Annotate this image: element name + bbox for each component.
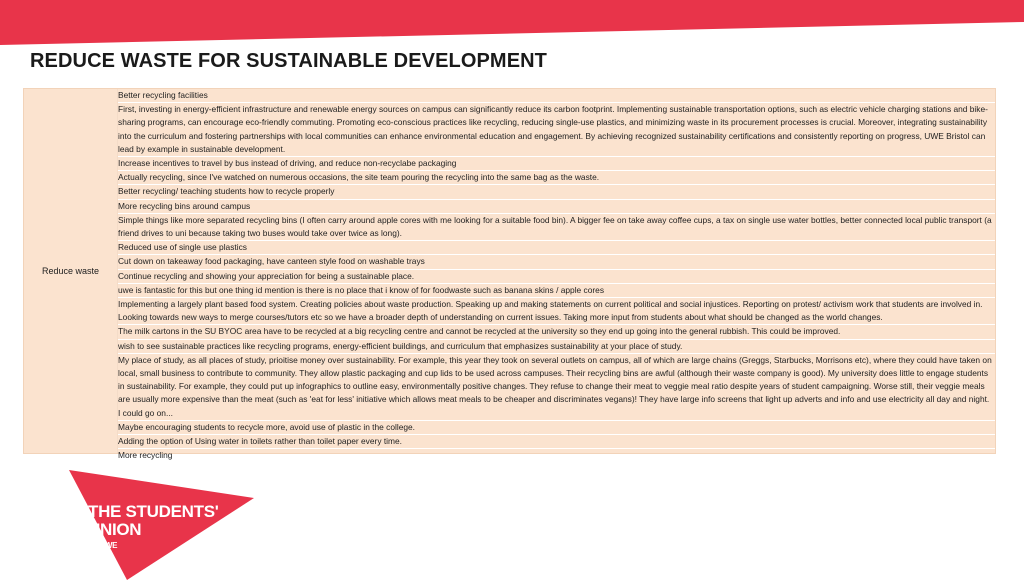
response-row: Adding the option of Using water in toilets rather than toilet paper every time. [118, 435, 995, 449]
response-row: Continue recycling and showing your appreciation for being a sustainable place. [118, 270, 995, 284]
response-row: Better recycling/ teaching students how to recycle properly [118, 185, 995, 199]
response-row: Maybe encouraging students to recycle more, avoid use of plastic in the college. [118, 421, 995, 435]
response-row: My place of study, as all places of study, prioitise money over sustainability. For example, this year they took on several outlets on campus, all of which are large chains (Greggs, Starbucks, Morrisons etc), where they could have taken on local, small business to contribute to community. They allow plastic packaging and cup lids to be used across campuses. Their recycling bins are awful (although their waste company is good). My university does little to engage students in sustainability. For example, they could put up infographics to outline easy, environmentally positive changes. They refuse to change their meat to veggie meal ratio despite years of student campaigning. Worse still, their veggie meals are usually more expensive than the meat (such as 'eat for less' initiative which allows meat meals to be cheaper and discriminates vegans)! They have large info screens that light up adverts and info and use electricity all day and night. I could go on... [118, 354, 995, 421]
responses-table [23, 88, 996, 461]
responses-list [118, 89, 995, 463]
response-row: Cut down on takeaway food packaging, have canteen style food on washable trays [118, 255, 995, 269]
response-row: uwe is fantastic for this but one thing id mention is there is no place that i know of for foodwaste such as banana skins / apple cores [118, 284, 995, 298]
response-row: More recycling [118, 449, 995, 463]
response-row: Actually recycling, since I've watched on numerous occasions, the site team pouring the recycling into the same bag as the waste. [118, 171, 995, 185]
logo-line-3: AT UWE [88, 541, 118, 550]
response-row: Better recycling facilities [118, 89, 995, 103]
category-cell: Reduce waste [24, 89, 118, 453]
response-row: Increase incentives to travel by bus instead of driving, and reduce non-recyclabe packaging [118, 157, 995, 171]
response-row: First, investing in energy-efficient infrastructure and renewable energy sources on campus can significantly reduce its carbon footprint. Implementing sustainable transportation options, such as electric vehicle charging stations and bike-sharing programs, can encourage eco-friendly commuting. Promoting eco-conscious practices like recycling, reducing single-use plastics, and minimizing waste in its procurement processes is crucial. Moreover, integrating sustainability into the curriculum and fostering partnerships with local communities can enhance environmental education and engagement. By achieving recognized sustainability certifications and consistently reporting on progress, UWE Bristol can lead by example in sustainable development. [118, 103, 995, 157]
response-row: Simple things like more separated recycling bins (I often carry around apple cores with me looking for a suitable food bin). A bigger fee on take away coffee cups, a tax on single use water bottles, better connected local public transport (a friend drives to uni because taking two buses would take over twice as long). [118, 214, 995, 241]
response-row: wish to see sustainable practices like recycling programs, energy-efficient buildings, and curriculum that emphasizes sustainability at your place of study. [118, 340, 995, 354]
logo-line-2: UNION [88, 520, 142, 539]
top-accent-band [0, 0, 1024, 45]
page-title: REDUCE WASTE FOR SUSTAINABLE DEVELOPMENT [30, 50, 547, 72]
logo-line-1: THE STUDENTS' [88, 502, 219, 521]
response-row: The milk cartons in the SU BYOC area have to be recycled at a big recycling centre and cannot be recycled at the university so they end up going into the general rubbish. This could be improved. [118, 325, 995, 339]
response-row: Reduced use of single use plastics [118, 241, 995, 255]
logo-text [88, 503, 218, 551]
response-row: More recycling bins around campus [118, 200, 995, 214]
response-row: Implementing a largely plant based food system. Creating policies about waste production. Speaking up and making statements on current political and social injustices. Reporting on protest/ activism work that students are involved in. Looking towards new ways to merge courses/tutors etc so we have a broader depth of understanding on current issues. Taking more input from students about what should be changed as the world changes. [118, 298, 995, 325]
